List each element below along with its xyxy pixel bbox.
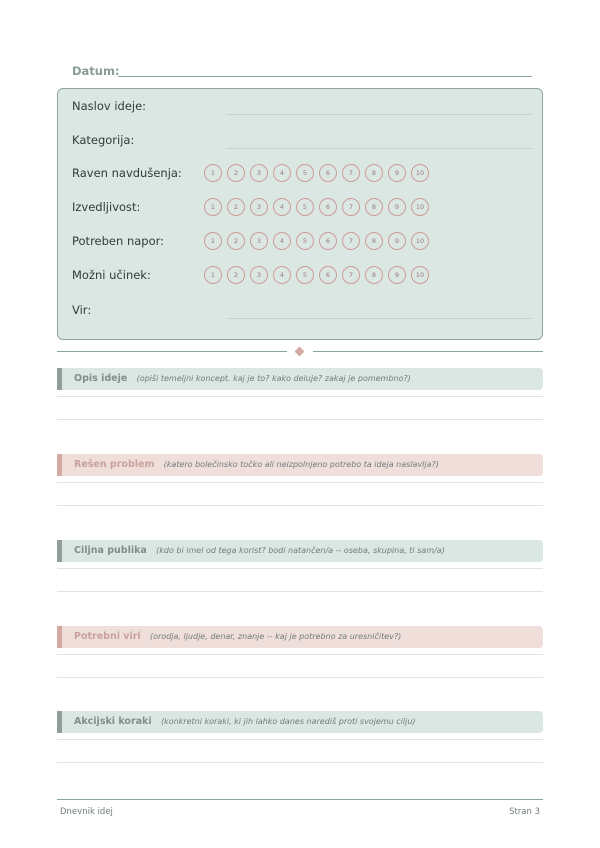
section-hint: (katero bolečinsko točko ali neizpolnjeno potrebo ta ideja naslavlja?) (163, 460, 439, 469)
source-field[interactable] (72, 301, 532, 321)
rating-option-6[interactable]: 6 (319, 266, 337, 284)
idea-title-line[interactable] (226, 114, 532, 115)
writing-line[interactable] (57, 762, 543, 763)
section-title: Potrebni viri (74, 631, 141, 642)
section-accent-bar (57, 626, 62, 648)
rating-option-8[interactable]: 8 (365, 164, 383, 182)
rating-option-7[interactable]: 7 (342, 198, 360, 216)
writing-line[interactable] (57, 568, 543, 569)
rating-option-6[interactable]: 6 (319, 164, 337, 182)
rating-option-7[interactable]: 7 (342, 232, 360, 250)
category-field[interactable] (72, 131, 532, 151)
feasibility-scale (204, 198, 434, 216)
section-title: Akcijski koraki (74, 716, 152, 727)
section-hint: (orodja, ljudje, denar, znanje -- kaj je potrebno za uresničitev?) (150, 632, 402, 641)
diamond-ornament-icon (295, 347, 305, 357)
rating-option-6[interactable]: 6 (319, 232, 337, 250)
writing-line[interactable] (57, 396, 543, 397)
section-divider (57, 347, 543, 357)
rating-option-5[interactable]: 5 (296, 266, 314, 284)
rating-option-1[interactable]: 1 (204, 266, 222, 284)
feasibility-label: Izvedljivost: (72, 200, 141, 214)
effort-label: Potreben napor: (72, 234, 165, 248)
rating-option-3[interactable]: 3 (250, 232, 268, 250)
section-accent-bar (57, 454, 62, 476)
section-header (57, 711, 543, 733)
idea-details-box (57, 88, 543, 340)
rating-option-10[interactable]: 10 (411, 232, 429, 250)
date-input-line[interactable] (118, 76, 532, 77)
rating-option-10[interactable]: 10 (411, 198, 429, 216)
page-footer (57, 799, 543, 817)
footer-journal-name: Dnevnik idej (60, 807, 113, 817)
rating-option-3[interactable]: 3 (250, 266, 268, 284)
section-title: Ciljna publika (74, 545, 147, 556)
section-header (57, 454, 543, 476)
effort-rating (72, 232, 532, 252)
section-accent-bar (57, 368, 62, 390)
rating-option-7[interactable]: 7 (342, 266, 360, 284)
section-audience (57, 540, 543, 600)
section-accent-bar (57, 540, 62, 562)
rating-option-2[interactable]: 2 (227, 198, 245, 216)
impact-scale (204, 266, 434, 284)
rating-option-1[interactable]: 1 (204, 232, 222, 250)
section-description (57, 368, 543, 428)
rating-option-1[interactable]: 1 (204, 198, 222, 216)
rating-option-10[interactable]: 10 (411, 164, 429, 182)
rating-option-6[interactable]: 6 (319, 198, 337, 216)
writing-line[interactable] (57, 482, 543, 483)
rating-option-4[interactable]: 4 (273, 266, 291, 284)
source-line[interactable] (226, 318, 532, 319)
rating-option-9[interactable]: 9 (388, 266, 406, 284)
section-header (57, 368, 543, 390)
writing-line[interactable] (57, 505, 543, 506)
feasibility-rating (72, 198, 532, 218)
category-line[interactable] (226, 148, 532, 149)
writing-line[interactable] (57, 591, 543, 592)
writing-line[interactable] (57, 677, 543, 678)
section-hint: (opiši temeljni koncept. kaj je to? kako deluje? zakaj je pomembno?) (136, 374, 411, 383)
rating-option-2[interactable]: 2 (227, 232, 245, 250)
section-hint: (kdo bi imel od tega korist? bodi natančen/a -- oseba, skupina, ti sam/a) (156, 546, 445, 555)
category-label: Kategorija: (72, 133, 135, 147)
writing-line[interactable] (57, 419, 543, 420)
enthusiasm-rating (72, 164, 532, 184)
rating-option-8[interactable]: 8 (365, 198, 383, 216)
rating-option-9[interactable]: 9 (388, 198, 406, 216)
footer-line (57, 799, 543, 800)
date-row (72, 62, 532, 80)
rating-option-1[interactable]: 1 (204, 164, 222, 182)
rating-option-3[interactable]: 3 (250, 164, 268, 182)
rating-option-8[interactable]: 8 (365, 266, 383, 284)
section-problem (57, 454, 543, 514)
idea-title-field[interactable] (72, 97, 532, 117)
enthusiasm-label: Raven navdušenja: (72, 166, 182, 180)
rating-option-5[interactable]: 5 (296, 232, 314, 250)
rating-option-5[interactable]: 5 (296, 164, 314, 182)
section-resources (57, 626, 543, 686)
section-title: Rešen problem (74, 459, 155, 470)
rating-option-9[interactable]: 9 (388, 232, 406, 250)
footer-page-number: Stran 3 (509, 807, 540, 817)
rating-option-5[interactable]: 5 (296, 198, 314, 216)
divider-line-left (57, 351, 287, 352)
impact-rating (72, 266, 532, 286)
rating-option-2[interactable]: 2 (227, 266, 245, 284)
rating-option-10[interactable]: 10 (411, 266, 429, 284)
section-action-steps (57, 711, 543, 771)
source-label: Vir: (72, 303, 92, 317)
section-header (57, 540, 543, 562)
writing-line[interactable] (57, 654, 543, 655)
divider-line-right (313, 351, 543, 352)
section-accent-bar (57, 711, 62, 733)
section-hint: (konkretni koraki, ki jih lahko danes narediš proti svojemu cilju) (160, 717, 416, 726)
rating-option-4[interactable]: 4 (273, 198, 291, 216)
rating-option-4[interactable]: 4 (273, 232, 291, 250)
section-header (57, 626, 543, 648)
effort-scale (204, 232, 434, 250)
rating-option-9[interactable]: 9 (388, 164, 406, 182)
impact-label: Možni učinek: (72, 268, 151, 282)
writing-line[interactable] (57, 739, 543, 740)
rating-option-4[interactable]: 4 (273, 164, 291, 182)
date-label: Datum: (72, 64, 120, 78)
rating-option-8[interactable]: 8 (365, 232, 383, 250)
rating-option-2[interactable]: 2 (227, 164, 245, 182)
rating-option-7[interactable]: 7 (342, 164, 360, 182)
idea-title-label: Naslov ideje: (72, 99, 147, 113)
rating-option-3[interactable]: 3 (250, 198, 268, 216)
enthusiasm-scale (204, 164, 434, 182)
section-title: Opis ideje (74, 373, 128, 384)
